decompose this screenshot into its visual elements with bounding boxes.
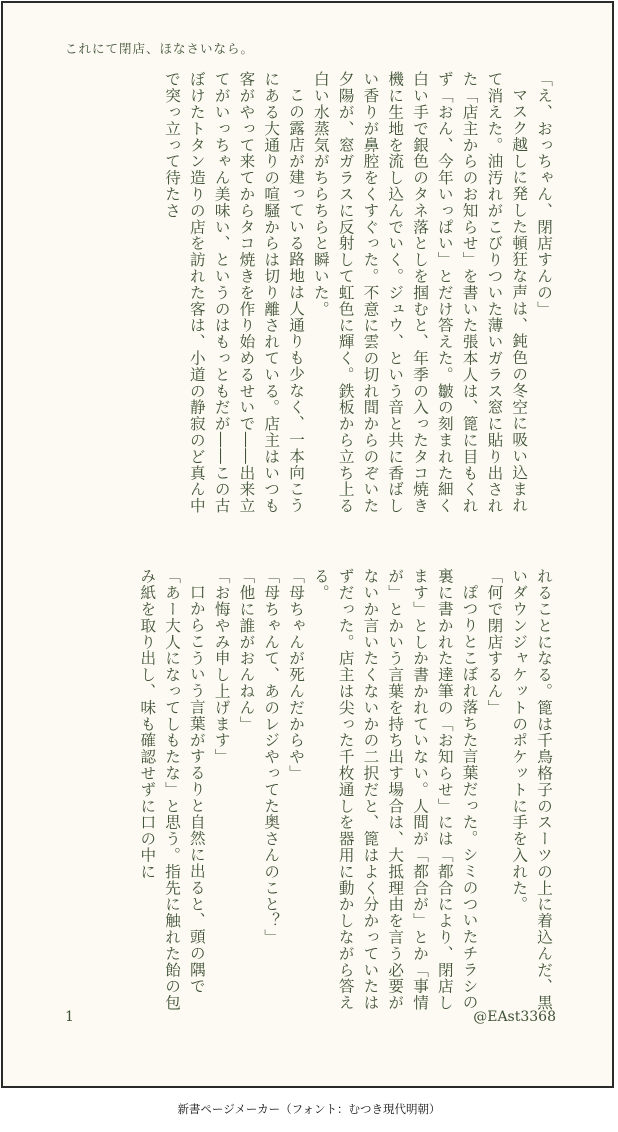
author-handle: @EAst3368 xyxy=(473,1009,556,1025)
dialogue-line: 「母ちゃんが死んだからや」 xyxy=(287,568,306,782)
dialogue-line: 「母ちゃんて、あのレジやってた奥さんのこと？」 xyxy=(262,568,281,946)
page-number: 1 xyxy=(65,1009,74,1025)
upper-text-block xyxy=(56,71,556,521)
paragraph-continued: れることになる。篦は千鳥格子のスーツの上に着込んだ、黒いダウンジャケットのポケットに手を入れた。 xyxy=(510,568,553,1011)
dialogue-line: 「え、おっちゃん、閉店すんの」 xyxy=(535,71,553,317)
paragraph: マスク越しに発した頓狂な声は、鈍色の冬空に吸い込まれて消えた。油汚れがこびりついた薄いガラス窓に貼り出された「店主からのお知らせ」を書いた張本人は、篦に目もくれず「おん、今年いっぱい」とだけ答えた。皺の刻まれた細く白い手で銀色のタネ落としを掴むと、年季の入ったタコ焼き機に生地を流し込んでいく。ジュウ、という音と共に香ばしい香りが鼻腔をくすぐった。不意に雲の切れ間からのぞいた夕陽が、窓ガラスに反射して虹色に輝く。鉄板から立ち上る白い水蒸気がちらちらと瞬いた。 xyxy=(311,71,529,514)
running-title: これにて閉店、ほなさいなら。 xyxy=(65,41,255,56)
paragraph: この露店が建っている路地は人通りも少なく、一本向こうにある大通りの喧騒からは切り離されている。店主はいつも客がやって来てからタコ焼きを作り始めるせいで――出来立てがいっちゃん美味い、というのはもっともだが――この古ぼけたトタン造りの店を訪れた客は、小道の静寂のど真ん中で突っ立って待たさ xyxy=(163,71,306,514)
dialogue-line: 「他に誰がおんねん」 xyxy=(237,568,256,732)
generator-credit: 新書ページメーカー（フォント：むつき現代明朝） xyxy=(177,1102,441,1116)
lower-text-block xyxy=(56,568,556,1018)
dialogue-line: 「お悔やみ申し上げます」 xyxy=(212,568,231,765)
paragraph: 口からこういう言葉がするりと自然に出ると、頭の隅で「あー大人になってしもたな」と思う。指先に触れた飴の包み紙を取り出し、味も確認せずに口の中に xyxy=(138,568,206,1011)
book-page xyxy=(1,1,614,1088)
dialogue-line: 「何で閉店するん」 xyxy=(485,568,504,716)
paragraph: ぽつりとこぼれ落ちた言葉だった。シミのついたチラシの裏に書かれた達筆の「お知らせ」には「都合により、閉店します」としか書かれていない。人間が「都合が」とか「事情が」とかいう言葉を持ち出す場合は、大抵理由を言う必要がないか言いたくないかの二択だと、篦はよく分かっていたはずだった。店主は尖った千枚通しを器用に動かしながら答える。 xyxy=(311,568,479,1011)
